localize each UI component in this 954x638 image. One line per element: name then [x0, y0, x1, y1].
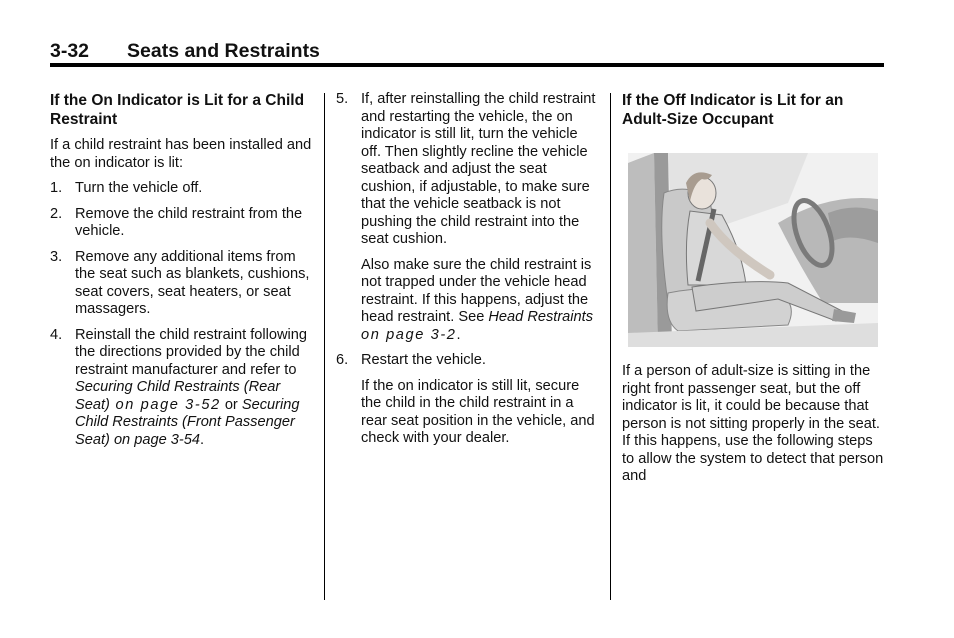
header-rule	[50, 63, 884, 67]
page-reference[interactable]: on page 3-54	[109, 431, 200, 448]
page-header	[50, 38, 884, 64]
list-number: 4.	[50, 326, 63, 343]
list-item	[336, 352, 600, 370]
column-left	[50, 91, 312, 457]
list-text: Remove any additional items from the seat such as blankets, cushions, seat covers, seat heaters, or seat massagers.	[75, 248, 310, 317]
list-text: Also make sure the child restraint is not trapped under the vehicle head restraint. If this happens, adjust the head restraint. See	[361, 256, 592, 325]
list-continuation: If the on indicator is still lit, secure the child in the child restraint in a rear seat position in the vehicle, and check with your dealer.	[361, 377, 595, 446]
passenger-seated-illustration	[628, 153, 878, 347]
intro-paragraph: If a child restraint has been installed and the on indicator is lit:	[50, 137, 312, 171]
list-item	[336, 91, 600, 249]
column-middle	[336, 91, 600, 456]
list-text: If, after reinstalling the child restraint and restarting the vehicle, the on indicator is still lit, turn the vehicle off. Then slightly recline the vehicle seatback and adjust the seat cushion, if adjustable, to make sure that the vehicle seatback is not pushing the child restraint into the seat cushion.	[361, 91, 596, 247]
column-divider-2	[610, 93, 611, 600]
cross-reference-link[interactable]: Securing Child Restraints (Rear Seat)	[75, 379, 281, 413]
conjunction: or	[220, 396, 242, 413]
list-item	[50, 327, 312, 450]
section-heading-off-indicator: If the Off Indicator is Lit for an Adult-Size Occupant	[622, 92, 844, 128]
section-title: Seats and Restraints	[127, 40, 320, 62]
page-reference[interactable]: on page 3-52	[109, 396, 221, 413]
list-number: 1.	[50, 180, 63, 196]
punctuation: .	[199, 431, 205, 448]
list-number: 2.	[50, 205, 63, 222]
column-divider-1	[324, 93, 325, 600]
section-heading-on-indicator: If the On Indicator is Lit for a Child Restraint	[50, 92, 305, 128]
column-right	[622, 91, 884, 494]
list-number: 6.	[336, 352, 349, 368]
list-item	[50, 206, 312, 241]
list-text: Turn the vehicle off.	[75, 180, 203, 196]
cross-reference-link[interactable]: Securing Child Restraints (Front Passenger Seat)	[75, 396, 300, 448]
list-text: Reinstall the child restraint following the directions provided by the child restraint manufacturer and refer to	[75, 326, 307, 378]
list-number: 3.	[50, 248, 63, 265]
page-reference[interactable]: on page 3-2	[361, 326, 457, 343]
cross-reference-link[interactable]: Head Restraints	[488, 309, 594, 325]
list-text: Restart the vehicle.	[361, 352, 486, 368]
list-number: 5.	[336, 91, 349, 107]
punctuation: .	[456, 326, 461, 343]
list-continuation	[336, 257, 600, 345]
list-text: Remove the child restraint from the vehicle.	[75, 205, 303, 239]
body-paragraph: If a person of adult-size is sitting in the right front passenger seat, but the off indicator is lit, it could be because that person is not sitting properly in the seat. If this happens, use the following steps to allow the system to detect that person and	[622, 363, 884, 484]
list-item	[50, 249, 312, 319]
list-item	[50, 180, 312, 198]
page-number: 3-32	[50, 40, 90, 62]
